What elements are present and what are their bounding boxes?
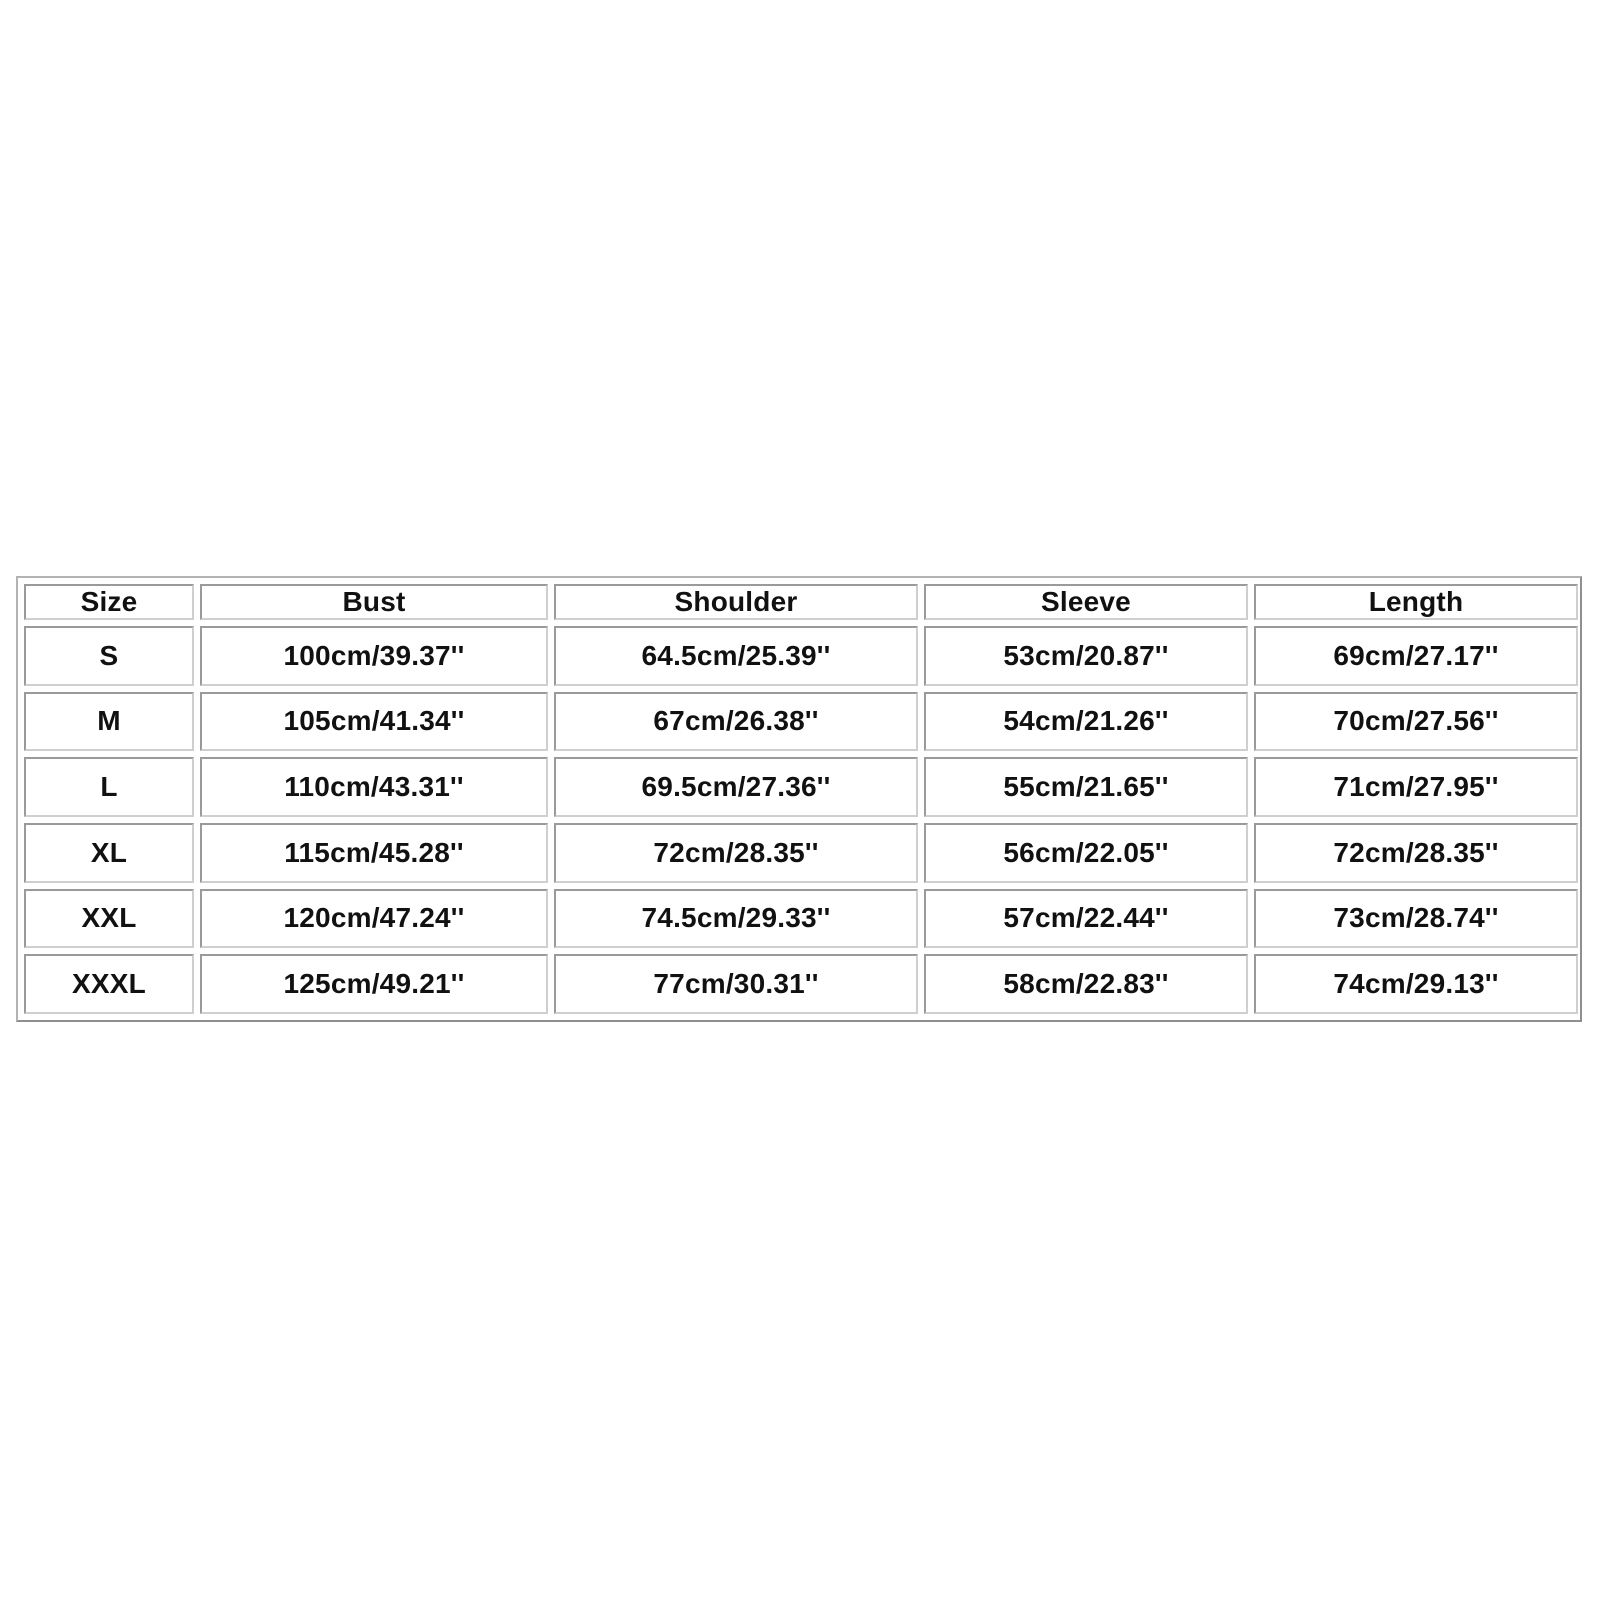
size-chart-table-frame (16, 576, 1582, 1022)
table-row (24, 757, 1578, 817)
cell-length: 71cm/27.95'' (1254, 757, 1578, 817)
table-row (24, 954, 1578, 1014)
size-chart-table (18, 578, 1584, 1020)
cell-length: 72cm/28.35'' (1254, 823, 1578, 883)
cell-size: XXL (24, 889, 194, 949)
cell-bust: 115cm/45.28'' (200, 823, 548, 883)
cell-length: 74cm/29.13'' (1254, 954, 1578, 1014)
cell-sleeve: 56cm/22.05'' (924, 823, 1248, 883)
cell-shoulder: 77cm/30.31'' (554, 954, 918, 1014)
cell-sleeve: 54cm/21.26'' (924, 692, 1248, 752)
table-row (24, 823, 1578, 883)
table-row (24, 626, 1578, 686)
cell-length: 69cm/27.17'' (1254, 626, 1578, 686)
table-row (24, 692, 1578, 752)
cell-shoulder: 64.5cm/25.39'' (554, 626, 918, 686)
cell-bust: 100cm/39.37'' (200, 626, 548, 686)
cell-sleeve: 58cm/22.83'' (924, 954, 1248, 1014)
cell-sleeve: 53cm/20.87'' (924, 626, 1248, 686)
cell-size: S (24, 626, 194, 686)
header-shoulder: Shoulder (554, 584, 918, 620)
cell-shoulder: 69.5cm/27.36'' (554, 757, 918, 817)
cell-bust: 110cm/43.31'' (200, 757, 548, 817)
cell-bust: 125cm/49.21'' (200, 954, 548, 1014)
cell-bust: 120cm/47.24'' (200, 889, 548, 949)
cell-length: 73cm/28.74'' (1254, 889, 1578, 949)
header-bust: Bust (200, 584, 548, 620)
table-header-row (24, 584, 1578, 620)
cell-sleeve: 55cm/21.65'' (924, 757, 1248, 817)
cell-sleeve: 57cm/22.44'' (924, 889, 1248, 949)
cell-size: XL (24, 823, 194, 883)
cell-shoulder: 74.5cm/29.33'' (554, 889, 918, 949)
cell-size: L (24, 757, 194, 817)
header-sleeve: Sleeve (924, 584, 1248, 620)
table-row (24, 889, 1578, 949)
header-length: Length (1254, 584, 1578, 620)
cell-shoulder: 72cm/28.35'' (554, 823, 918, 883)
cell-shoulder: 67cm/26.38'' (554, 692, 918, 752)
cell-size: XXXL (24, 954, 194, 1014)
header-size: Size (24, 584, 194, 620)
cell-bust: 105cm/41.34'' (200, 692, 548, 752)
cell-length: 70cm/27.56'' (1254, 692, 1578, 752)
cell-size: M (24, 692, 194, 752)
